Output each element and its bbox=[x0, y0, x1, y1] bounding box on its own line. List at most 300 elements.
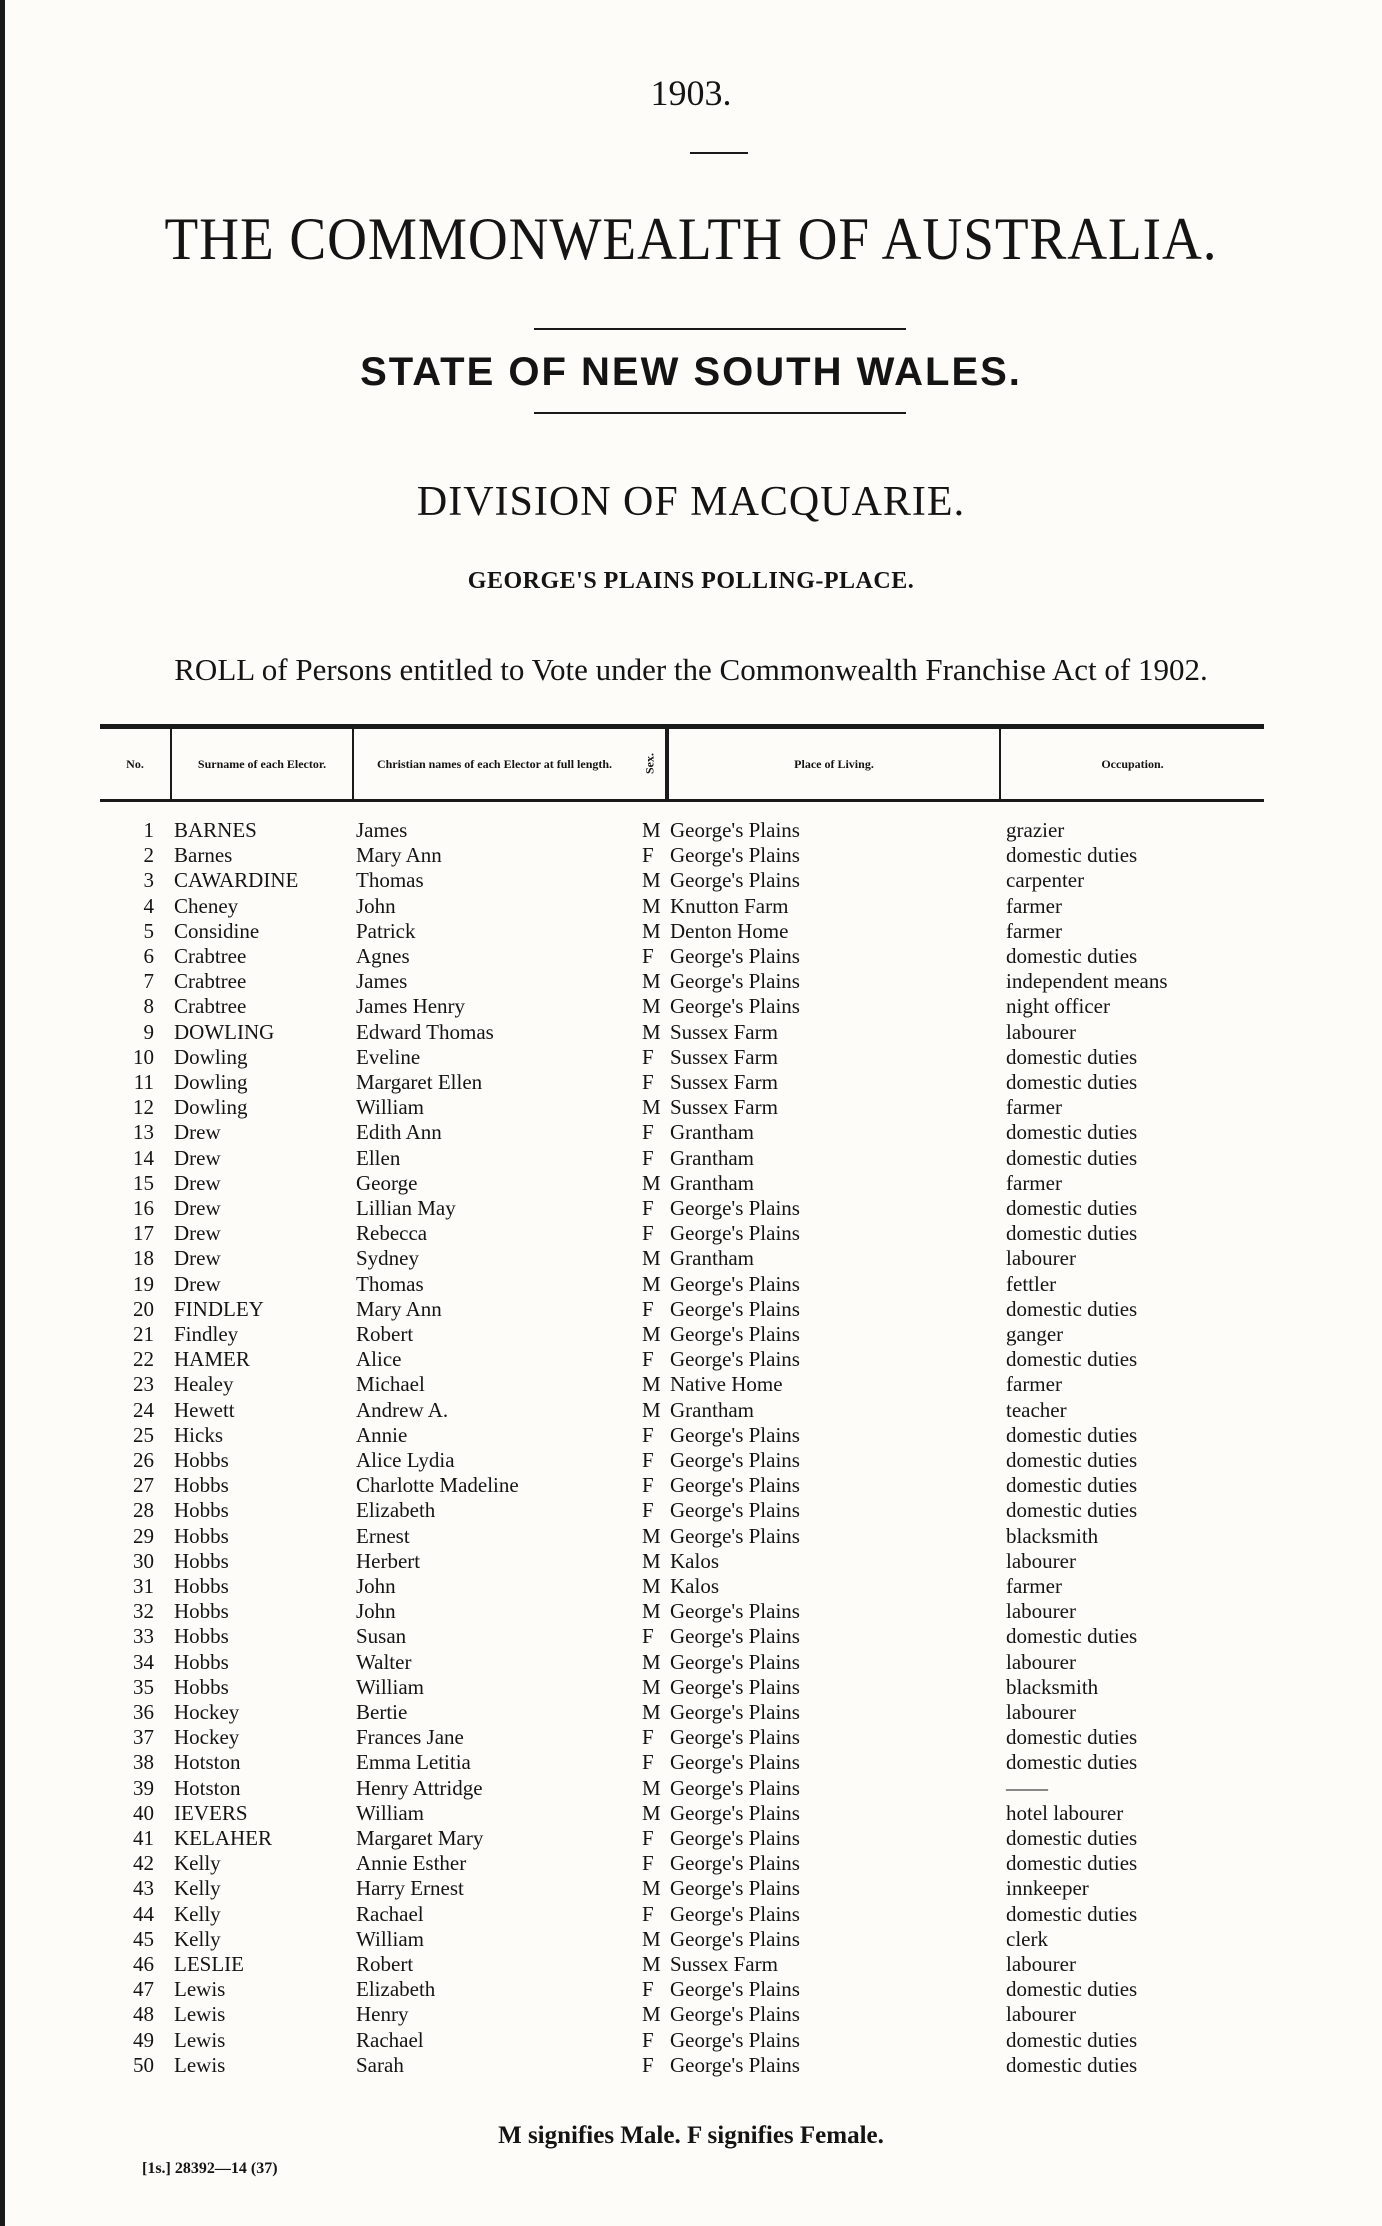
elector-christian-names: James Henry bbox=[356, 994, 466, 1019]
elector-number: 4 bbox=[143, 893, 154, 918]
table-row bbox=[0, 2028, 1382, 2053]
elector-number: 7 bbox=[143, 969, 154, 994]
elector-christian-names: James bbox=[356, 969, 408, 994]
table-row bbox=[0, 1902, 1382, 1927]
elector-christian-names: Bertie bbox=[356, 1700, 408, 1724]
elector-number: 11 bbox=[133, 1070, 154, 1094]
elector-sex: F bbox=[642, 1196, 654, 1220]
table-row bbox=[0, 1776, 1382, 1801]
table-row bbox=[0, 1347, 1382, 1372]
table-row bbox=[0, 1473, 1382, 1498]
elector-christian-names: Mary Ann bbox=[356, 843, 442, 868]
elector-sex: M bbox=[642, 1952, 661, 1976]
elector-christian-names: Sydney bbox=[356, 1246, 419, 1271]
elector-occupation: domestic duties bbox=[1006, 1750, 1138, 1775]
elector-number: 27 bbox=[133, 1473, 154, 1498]
print-code: [1s.] 28392—14 (37) bbox=[142, 2160, 278, 2177]
elector-number: 31 bbox=[133, 1574, 154, 1598]
elector-occupation: domestic duties bbox=[1006, 1448, 1138, 1472]
page-year: 1903. bbox=[650, 73, 732, 113]
state-title: STATE OF NEW SOUTH WALES. bbox=[360, 350, 1022, 394]
elector-surname: Hobbs bbox=[174, 1473, 229, 1498]
elector-occupation: hotel labourer bbox=[1006, 1800, 1124, 1825]
elector-sex: M bbox=[642, 1372, 661, 1397]
elector-place-of-living: George's Plains bbox=[670, 994, 800, 1019]
elector-number: 38 bbox=[133, 1750, 154, 1775]
elector-surname: Lewis bbox=[174, 2052, 226, 2077]
elector-christian-names: Sarah bbox=[356, 2052, 404, 2077]
elector-number: 33 bbox=[133, 1624, 154, 1649]
elector-christian-names: Harry Ernest bbox=[356, 1876, 464, 1901]
elector-surname: Hewett bbox=[174, 1397, 235, 1422]
elector-occupation: domestic duties bbox=[1006, 1120, 1138, 1145]
elector-place-of-living: George's Plains bbox=[670, 1901, 800, 1926]
elector-number: 8 bbox=[143, 994, 154, 1019]
elector-number: 30 bbox=[133, 1548, 154, 1573]
elector-number: 32 bbox=[133, 1599, 154, 1624]
elector-place-of-living: George's Plains bbox=[670, 1196, 800, 1220]
elector-place-of-living: George's Plains bbox=[670, 1876, 800, 1901]
elector-christian-names: Henry bbox=[356, 2002, 409, 2027]
elector-occupation: labourer bbox=[1006, 1246, 1076, 1271]
elector-number: 40 bbox=[133, 1800, 154, 1825]
elector-number: 43 bbox=[133, 1876, 154, 1901]
elector-sex: F bbox=[642, 1750, 654, 1775]
elector-occupation: farmer bbox=[1006, 1372, 1062, 1397]
elector-christian-names: Lillian May bbox=[356, 1196, 456, 1220]
elector-sex: M bbox=[642, 1095, 661, 1120]
elector-place-of-living: George's Plains bbox=[670, 1422, 800, 1447]
elector-surname: Drew bbox=[174, 1246, 221, 1271]
elector-surname: Drew bbox=[174, 1170, 221, 1195]
table-row bbox=[0, 1700, 1382, 1725]
elector-place-of-living: George's Plains bbox=[670, 1826, 800, 1850]
table-row bbox=[0, 1675, 1382, 1700]
elector-place-of-living: George's Plains bbox=[670, 818, 800, 842]
elector-occupation: blacksmith bbox=[1006, 1523, 1099, 1548]
elector-occupation: clerk bbox=[1006, 1926, 1048, 1951]
elector-number: 46 bbox=[133, 1952, 154, 1976]
table-row bbox=[0, 1624, 1382, 1649]
elector-number: 42 bbox=[133, 1851, 154, 1876]
elector-number: 48 bbox=[133, 2002, 154, 2027]
elector-sex: M bbox=[642, 1574, 661, 1598]
elector-number: 9 bbox=[143, 1019, 154, 1044]
elector-sex: F bbox=[642, 1725, 654, 1750]
elector-place-of-living: Grantham bbox=[670, 1397, 754, 1422]
elector-place-of-living: Kalos bbox=[670, 1548, 719, 1573]
elector-number: 35 bbox=[133, 1674, 154, 1699]
divider-rule bbox=[534, 328, 906, 330]
elector-surname: FINDLEY bbox=[174, 1296, 264, 1321]
elector-number: 25 bbox=[133, 1422, 154, 1447]
elector-christian-names: Eveline bbox=[356, 1044, 421, 1069]
elector-occupation: domestic duties bbox=[1006, 1196, 1138, 1220]
table-row bbox=[0, 1876, 1382, 1901]
table-row bbox=[0, 1952, 1382, 1977]
elector-place-of-living: George's Plains bbox=[670, 1775, 800, 1800]
elector-surname: Drew bbox=[174, 1196, 221, 1220]
table-row bbox=[0, 1372, 1382, 1397]
elector-number: 44 bbox=[133, 1901, 154, 1926]
elector-sex: M bbox=[642, 1271, 661, 1296]
elector-christian-names: Rachael bbox=[356, 1901, 424, 1926]
elector-sex: M bbox=[642, 1397, 661, 1422]
elector-place-of-living: George's Plains bbox=[670, 1750, 800, 1775]
table-row bbox=[0, 818, 1382, 843]
elector-place-of-living: Sussex Farm bbox=[670, 1019, 778, 1044]
elector-surname: Hobbs bbox=[174, 1448, 229, 1472]
elector-place-of-living: George's Plains bbox=[670, 1322, 800, 1346]
page-title: THE COMMONWEALTH OF AUSTRALIA. bbox=[164, 206, 1218, 272]
header-no: No. bbox=[126, 756, 144, 771]
elector-sex: F bbox=[642, 944, 654, 968]
elector-surname: Kelly bbox=[174, 1851, 221, 1876]
elector-occupation: ganger bbox=[1006, 1322, 1064, 1346]
elector-christian-names: Thomas bbox=[356, 1271, 424, 1296]
elector-number: 5 bbox=[143, 918, 154, 943]
elector-christian-names: William bbox=[356, 1926, 424, 1951]
elector-occupation: domestic duties bbox=[1006, 1851, 1138, 1876]
elector-number: 37 bbox=[133, 1725, 154, 1750]
elector-place-of-living: George's Plains bbox=[670, 1725, 800, 1750]
divider-rule bbox=[690, 152, 748, 154]
elector-number: 29 bbox=[133, 1523, 154, 1548]
elector-christian-names: Ernest bbox=[356, 1523, 410, 1548]
table-row bbox=[0, 1826, 1382, 1851]
elector-occupation: labourer bbox=[1006, 1599, 1076, 1624]
elector-place-of-living: George's Plains bbox=[670, 1851, 800, 1876]
elector-christian-names: Mary Ann bbox=[356, 1296, 442, 1321]
table-row bbox=[0, 1045, 1382, 1070]
table-row bbox=[0, 1599, 1382, 1624]
elector-occupation: carpenter bbox=[1006, 868, 1085, 893]
elector-occupation: grazier bbox=[1006, 818, 1065, 842]
elector-number: 49 bbox=[133, 2027, 154, 2052]
elector-number: 22 bbox=[133, 1347, 154, 1372]
elector-number: 6 bbox=[143, 944, 154, 968]
elector-number: 16 bbox=[133, 1196, 154, 1220]
table-row bbox=[0, 1750, 1382, 1775]
elector-sex: F bbox=[642, 1347, 654, 1372]
elector-sex: F bbox=[642, 1977, 654, 2002]
elector-occupation: labourer bbox=[1006, 1548, 1076, 1573]
table-row bbox=[0, 1574, 1382, 1599]
elector-place-of-living: George's Plains bbox=[670, 1498, 800, 1523]
elector-christian-names: Charlotte Madeline bbox=[356, 1473, 519, 1498]
elector-christian-names: Robert bbox=[356, 1952, 414, 1976]
elector-surname: HAMER bbox=[174, 1347, 250, 1372]
elector-sex: F bbox=[642, 843, 654, 868]
table-row bbox=[0, 1398, 1382, 1423]
elector-occupation: domestic duties bbox=[1006, 2027, 1138, 2052]
elector-occupation: fettler bbox=[1006, 1271, 1057, 1296]
elector-occupation: domestic duties bbox=[1006, 1145, 1138, 1170]
elector-sex: F bbox=[642, 1851, 654, 1876]
elector-christian-names: Elizabeth bbox=[356, 1498, 436, 1523]
elector-occupation: domestic duties bbox=[1006, 1422, 1138, 1447]
elector-sex: M bbox=[642, 1800, 661, 1825]
elector-place-of-living: George's Plains bbox=[670, 1674, 800, 1699]
elector-number: 50 bbox=[133, 2052, 154, 2077]
elector-occupation: labourer bbox=[1006, 1952, 1076, 1976]
elector-number: 12 bbox=[133, 1095, 154, 1120]
table-row bbox=[0, 843, 1382, 868]
elector-occupation: blacksmith bbox=[1006, 1674, 1099, 1699]
elector-surname: Hockey bbox=[174, 1700, 240, 1724]
elector-surname: Hobbs bbox=[174, 1548, 229, 1573]
elector-place-of-living: George's Plains bbox=[670, 969, 800, 994]
elector-christian-names: John bbox=[356, 893, 396, 918]
elector-surname: Hobbs bbox=[174, 1574, 229, 1598]
elector-place-of-living: George's Plains bbox=[670, 1271, 800, 1296]
elector-surname: Crabtree bbox=[174, 944, 247, 968]
elector-sex: F bbox=[642, 1120, 654, 1145]
elector-occupation: domestic duties bbox=[1006, 1070, 1138, 1094]
elector-place-of-living: Grantham bbox=[670, 1170, 754, 1195]
elector-number: 15 bbox=[133, 1170, 154, 1195]
elector-surname: Hobbs bbox=[174, 1624, 229, 1649]
elector-christian-names: Elizabeth bbox=[356, 1977, 436, 2002]
elector-place-of-living: George's Plains bbox=[670, 1221, 800, 1246]
elector-number: 39 bbox=[133, 1775, 154, 1800]
elector-occupation: teacher bbox=[1006, 1397, 1067, 1422]
elector-occupation: farmer bbox=[1006, 918, 1062, 943]
elector-christian-names: Agnes bbox=[356, 944, 410, 968]
elector-sex: M bbox=[642, 868, 661, 893]
elector-surname: Kelly bbox=[174, 1926, 221, 1951]
elector-place-of-living: George's Plains bbox=[670, 1700, 800, 1724]
elector-christian-names: James bbox=[356, 818, 408, 842]
elector-place-of-living: George's Plains bbox=[670, 843, 800, 868]
elector-place-of-living: Kalos bbox=[670, 1574, 719, 1598]
elector-sex: M bbox=[642, 1674, 661, 1699]
elector-place-of-living: Grantham bbox=[670, 1246, 754, 1271]
elector-number: 1 bbox=[143, 818, 154, 842]
elector-place-of-living: Sussex Farm bbox=[670, 1095, 778, 1120]
elector-place-of-living: George's Plains bbox=[670, 1473, 800, 1498]
elector-surname: Crabtree bbox=[174, 994, 247, 1019]
elector-surname: Hotston bbox=[174, 1750, 241, 1775]
elector-sex: F bbox=[642, 1422, 654, 1447]
elector-sex: M bbox=[642, 893, 661, 918]
elector-sex: M bbox=[642, 1649, 661, 1674]
table-row bbox=[0, 1498, 1382, 1523]
elector-surname: Dowling bbox=[174, 1044, 248, 1069]
elector-sex: F bbox=[642, 1826, 654, 1850]
elector-place-of-living: George's Plains bbox=[670, 1649, 800, 1674]
elector-surname: KELAHER bbox=[174, 1826, 272, 1850]
elector-surname: Lewis bbox=[174, 1977, 226, 2002]
elector-surname: Hobbs bbox=[174, 1599, 229, 1624]
elector-christian-names: Annie Esther bbox=[356, 1851, 467, 1876]
elector-sex: F bbox=[642, 1070, 654, 1094]
header-surname: Surname of each Elector. bbox=[170, 729, 352, 799]
elector-surname: Hobbs bbox=[174, 1649, 229, 1674]
elector-christian-names: Thomas bbox=[356, 868, 424, 893]
elector-surname: Findley bbox=[174, 1322, 239, 1346]
table-row bbox=[0, 1801, 1382, 1826]
elector-occupation: domestic duties bbox=[1006, 2052, 1138, 2077]
elector-surname: Healey bbox=[174, 1372, 234, 1397]
elector-christian-names: William bbox=[356, 1674, 424, 1699]
elector-christian-names: Alice Lydia bbox=[356, 1448, 455, 1472]
table-row bbox=[0, 1020, 1382, 1045]
table-row bbox=[0, 1095, 1382, 1120]
elector-occupation: domestic duties bbox=[1006, 1296, 1138, 1321]
elector-christian-names: Patrick bbox=[356, 918, 416, 943]
elector-surname: Kelly bbox=[174, 1901, 221, 1926]
elector-number: 20 bbox=[133, 1296, 154, 1321]
elector-christian-names: Alice bbox=[356, 1347, 402, 1372]
table-row bbox=[0, 1297, 1382, 1322]
elector-sex: F bbox=[642, 1221, 654, 1246]
elector-number: 18 bbox=[133, 1246, 154, 1271]
elector-surname: Hockey bbox=[174, 1725, 240, 1750]
elector-occupation: labourer bbox=[1006, 1649, 1076, 1674]
elector-surname: BARNES bbox=[174, 818, 257, 842]
table-row bbox=[0, 1120, 1382, 1145]
elector-sex: M bbox=[642, 918, 661, 943]
elector-place-of-living: Grantham bbox=[670, 1120, 754, 1145]
elector-christian-names: Walter bbox=[356, 1649, 412, 1674]
elector-place-of-living: George's Plains bbox=[670, 1347, 800, 1372]
elector-christian-names: Rachael bbox=[356, 2027, 424, 2052]
elector-sex: M bbox=[642, 1876, 661, 1901]
elector-place-of-living: George's Plains bbox=[670, 1523, 800, 1548]
elector-number: 45 bbox=[133, 1926, 154, 1951]
elector-occupation: —— bbox=[1006, 1775, 1048, 1800]
elector-christian-names: John bbox=[356, 1599, 396, 1624]
elector-occupation: innkeeper bbox=[1006, 1876, 1089, 1901]
elector-sex: M bbox=[642, 1322, 661, 1346]
elector-surname: IEVERS bbox=[174, 1800, 248, 1825]
elector-place-of-living: George's Plains bbox=[670, 1800, 800, 1825]
elector-sex: M bbox=[642, 1246, 661, 1271]
elector-place-of-living: Sussex Farm bbox=[670, 1044, 778, 1069]
elector-occupation: domestic duties bbox=[1006, 1977, 1138, 2002]
elector-occupation: domestic duties bbox=[1006, 1044, 1138, 1069]
elector-place-of-living: George's Plains bbox=[670, 1448, 800, 1472]
elector-place-of-living: Native Home bbox=[670, 1372, 783, 1397]
elector-place-of-living: George's Plains bbox=[670, 1624, 800, 1649]
elector-sex: F bbox=[642, 1901, 654, 1926]
table-row bbox=[0, 2002, 1382, 2027]
elector-place-of-living: George's Plains bbox=[670, 1296, 800, 1321]
elector-surname: Dowling bbox=[174, 1070, 248, 1094]
table-row bbox=[0, 1146, 1382, 1171]
elector-christian-names: William bbox=[356, 1095, 424, 1120]
elector-sex: M bbox=[642, 1775, 661, 1800]
table-row bbox=[0, 868, 1382, 893]
elector-occupation: domestic duties bbox=[1006, 1498, 1138, 1523]
elector-surname: Kelly bbox=[174, 1876, 221, 1901]
roll-title: ROLL of Persons entitled to Vote under the Commonwealth Franchise Act of 1902. bbox=[174, 652, 1208, 687]
elector-place-of-living: Sussex Farm bbox=[670, 1952, 778, 1976]
elector-christian-names: Andrew A. bbox=[356, 1397, 449, 1422]
table-row bbox=[0, 1725, 1382, 1750]
elector-sex: F bbox=[642, 1044, 654, 1069]
elector-occupation: labourer bbox=[1006, 1700, 1076, 1724]
elector-surname: Hobbs bbox=[174, 1523, 229, 1548]
elector-occupation: domestic duties bbox=[1006, 1725, 1138, 1750]
elector-occupation: farmer bbox=[1006, 893, 1062, 918]
elector-christian-names: Susan bbox=[356, 1624, 407, 1649]
elector-surname: Drew bbox=[174, 1145, 221, 1170]
elector-occupation: domestic duties bbox=[1006, 1901, 1138, 1926]
elector-sex: M bbox=[642, 2002, 661, 2027]
elector-sex: F bbox=[642, 1624, 654, 1649]
table-row bbox=[0, 969, 1382, 994]
division-title: DIVISION OF MACQUARIE. bbox=[416, 479, 966, 525]
table-row bbox=[0, 1322, 1382, 1347]
elector-christian-names: Michael bbox=[356, 1372, 425, 1397]
table-row bbox=[0, 1272, 1382, 1297]
elector-christian-names: Herbert bbox=[356, 1548, 421, 1573]
table-row bbox=[0, 2053, 1382, 2078]
elector-christian-names: Margaret Ellen bbox=[356, 1070, 483, 1094]
table-row bbox=[0, 1927, 1382, 1952]
elector-surname: LESLIE bbox=[174, 1952, 244, 1976]
elector-occupation: labourer bbox=[1006, 1019, 1076, 1044]
elector-sex: M bbox=[642, 969, 661, 994]
elector-sex: M bbox=[642, 994, 661, 1019]
elector-surname: Barnes bbox=[174, 843, 233, 868]
table-row bbox=[0, 1423, 1382, 1448]
elector-surname: DOWLING bbox=[174, 1019, 275, 1044]
table-row bbox=[0, 1448, 1382, 1473]
elector-sex: M bbox=[642, 1926, 661, 1951]
elector-number: 13 bbox=[133, 1120, 154, 1145]
header-place-of-living: Place of Living. bbox=[667, 729, 999, 799]
elector-sex: M bbox=[642, 1019, 661, 1044]
elector-number: 21 bbox=[133, 1322, 154, 1346]
elector-sex: F bbox=[642, 1448, 654, 1472]
elector-christian-names: Edward Thomas bbox=[356, 1019, 494, 1044]
elector-occupation: domestic duties bbox=[1006, 1473, 1138, 1498]
elector-place-of-living: George's Plains bbox=[670, 1926, 800, 1951]
header-sex: Sex. bbox=[635, 729, 667, 799]
elector-surname: Hobbs bbox=[174, 1498, 229, 1523]
elector-place-of-living: George's Plains bbox=[670, 944, 800, 968]
elector-sex: M bbox=[642, 1548, 661, 1573]
elector-christian-names: Henry Attridge bbox=[356, 1775, 483, 1800]
elector-sex: F bbox=[642, 1473, 654, 1498]
elector-sex: M bbox=[642, 1599, 661, 1624]
elector-place-of-living: George's Plains bbox=[670, 1977, 800, 2002]
elector-surname: Crabtree bbox=[174, 969, 247, 994]
elector-occupation: independent means bbox=[1006, 969, 1168, 994]
elector-place-of-living: George's Plains bbox=[670, 868, 800, 893]
elector-surname: Drew bbox=[174, 1120, 221, 1145]
elector-surname: Considine bbox=[174, 918, 260, 943]
elector-number: 36 bbox=[133, 1700, 154, 1724]
elector-number: 41 bbox=[133, 1826, 154, 1850]
elector-place-of-living: Knutton Farm bbox=[670, 893, 789, 918]
polling-place-title: GEORGE'S PLAINS POLLING-PLACE. bbox=[467, 568, 915, 594]
elector-surname: Lewis bbox=[174, 2027, 226, 2052]
divider-rule bbox=[534, 412, 906, 414]
elector-sex: F bbox=[642, 2027, 654, 2052]
table-row bbox=[0, 1171, 1382, 1196]
elector-christian-names: Ellen bbox=[356, 1145, 401, 1170]
elector-surname: Drew bbox=[174, 1221, 221, 1246]
elector-occupation: domestic duties bbox=[1006, 843, 1138, 868]
table-row bbox=[0, 1196, 1382, 1221]
elector-sex: M bbox=[642, 818, 661, 842]
elector-christian-names: Edith Ann bbox=[356, 1120, 442, 1145]
elector-surname: Hobbs bbox=[174, 1674, 229, 1699]
